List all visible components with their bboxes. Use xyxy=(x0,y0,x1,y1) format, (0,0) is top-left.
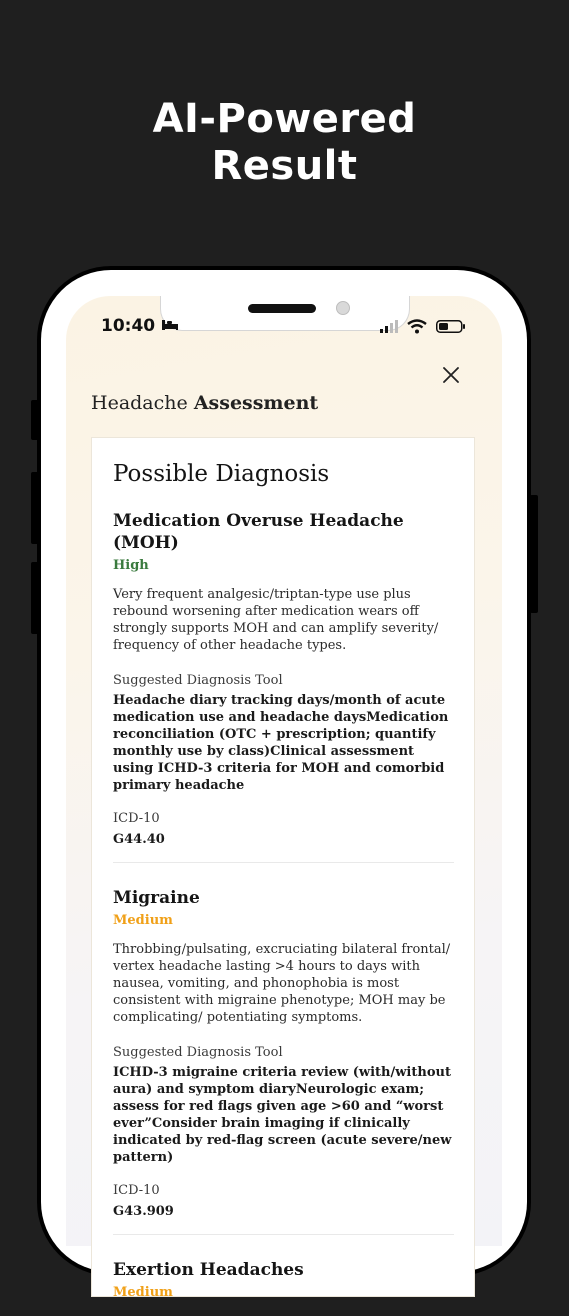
diagnosis-description: Throbbing/pulsating, excruciating bilateral frontal/ vertex headache lasting >4 hours to days with nausea, vomiting, and phonophobia is most consistent with migraine phenotype; MOH may be complicating/ potentiating symptoms. xyxy=(113,942,451,1025)
diagnosis-card xyxy=(91,437,475,1300)
card-heading: Possible Diagnosis xyxy=(113,461,330,487)
app-screen xyxy=(66,296,502,1300)
icd-label: ICD-10 xyxy=(113,1183,160,1198)
signal-icon xyxy=(380,320,398,333)
wifi-icon xyxy=(408,321,426,334)
close-button[interactable] xyxy=(440,364,462,386)
phone-power-button xyxy=(530,495,538,613)
diagnosis-name: Exertion Headaches xyxy=(113,1260,304,1280)
promo-title-line1: AI-Powered xyxy=(152,96,417,142)
camera-icon xyxy=(336,301,350,315)
close-icon xyxy=(440,364,462,386)
promo-title xyxy=(0,96,569,190)
notch xyxy=(160,296,410,331)
status-time-text: 10:40 xyxy=(101,316,156,336)
speaker xyxy=(248,304,316,313)
page-title-light: Headache xyxy=(91,392,188,414)
likelihood-badge: Medium xyxy=(113,913,173,928)
icd-code: G44.40 xyxy=(113,832,165,847)
diagnosis-item xyxy=(113,862,454,1234)
page-title xyxy=(91,392,318,414)
tool-value: ICHD-3 migraine criteria review (with/without aura) and symptom diaryNeurologic exam; assess for red flags given age >60 and “worst ever”Consider brain imaging if clinically indicated by red-flag screen (acute severe/new pattern) xyxy=(113,1065,452,1165)
page-title-bold: Assessment xyxy=(193,392,319,414)
likelihood-badge: High xyxy=(113,558,149,573)
likelihood-badge: Medium xyxy=(113,1285,173,1300)
diagnosis-item xyxy=(113,510,454,862)
diagnosis-description: Very frequent analgesic/triptan-type use plus rebound worsening after medication wears off strongly supports MOH and can amplify severity/ frequency of other headache types. xyxy=(113,587,439,653)
battery-icon xyxy=(437,321,465,333)
tool-value: Headache diary tracking days/month of acute medication use and headache daysMedication reconciliation (OTC + prescription; quantify monthly use by class)Clinical assessment using ICHD-3 criteria for MOH and comorbid primary headache xyxy=(113,693,449,793)
tool-label: Suggested Diagnosis Tool xyxy=(113,673,283,688)
icd-code: G43.909 xyxy=(113,1204,174,1219)
status-time xyxy=(101,316,179,336)
diagnosis-item xyxy=(113,1234,454,1316)
diagnosis-name: Migraine xyxy=(113,888,200,908)
status-icons xyxy=(380,318,472,334)
tool-label: Suggested Diagnosis Tool xyxy=(113,1045,283,1060)
icd-label: ICD-10 xyxy=(113,811,160,826)
promo-title-line2: Result xyxy=(211,143,358,189)
diagnosis-name: Medication Overuse Headache (MOH) xyxy=(113,511,404,553)
sleep-focus-icon xyxy=(161,319,179,331)
